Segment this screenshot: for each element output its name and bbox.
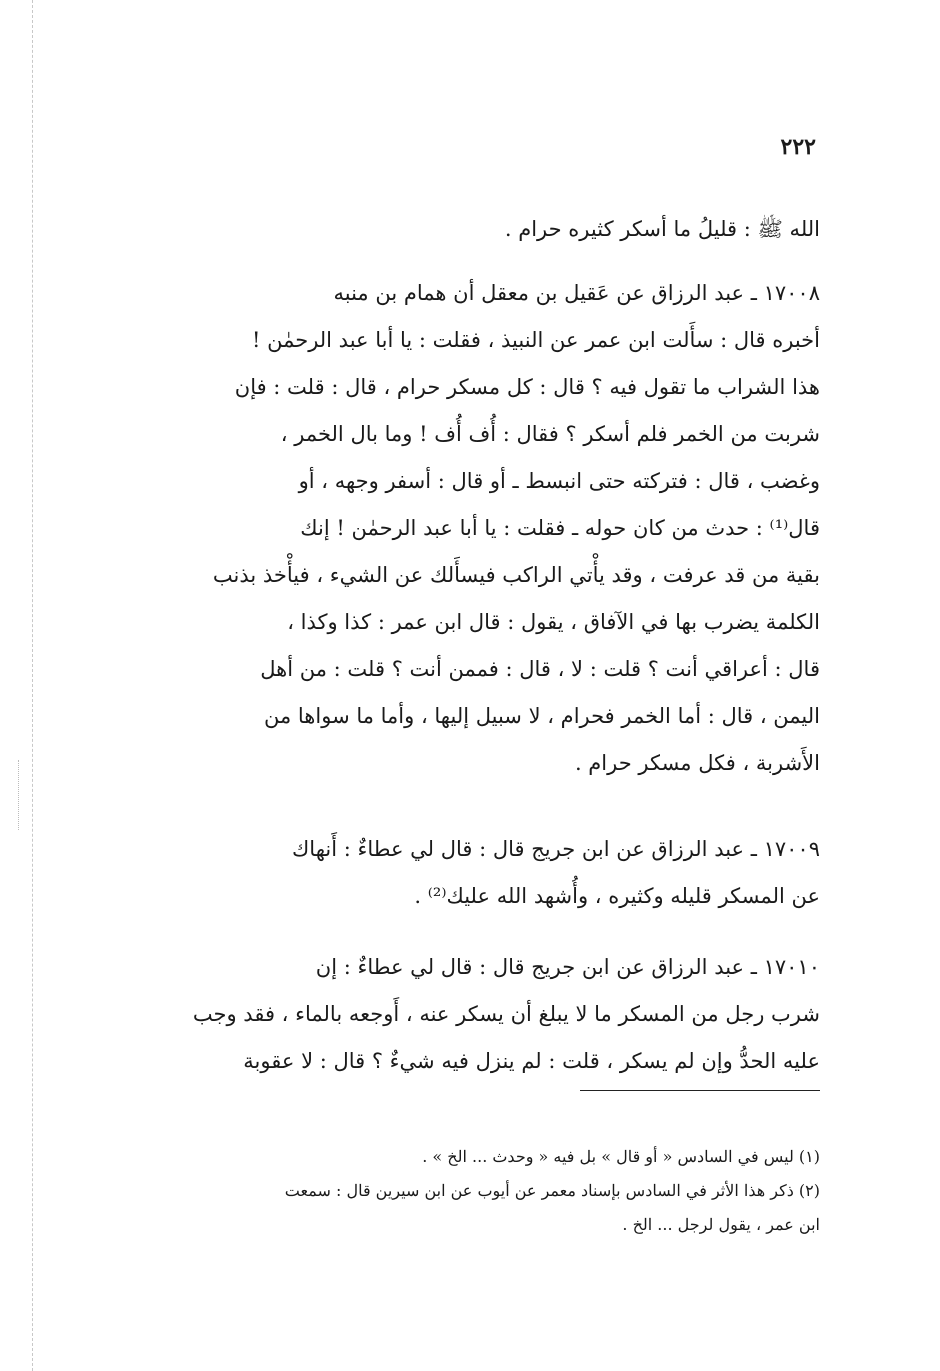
- text-line: الله ﷺ : قليلُ ما أسكر كثيره حرام .: [504, 217, 820, 241]
- text-line: قال : أعراقي أنت ؟ قلت : لا ، قال : فممن أنت ؟ قلت : من أهل: [260, 657, 820, 681]
- text-line: الكلمة يضرب بها في الآفاق ، يقول : قال ابن عمر : كذا وكذا ،: [287, 610, 820, 634]
- footnotes: [136, 1140, 820, 1242]
- text-line: ١٧٠٠٩ ـ عبد الرزاق عن ابن جريج قال : قال لي عطاءٌ : أَنهاك: [291, 837, 820, 861]
- text-line: شربت من الخمر فلم أسكر ؟ فقال : أُف أُف ! وما بال الخمر ،: [280, 422, 820, 446]
- paragraph-continuation: [136, 206, 820, 253]
- text-line: ١٧٠١٠ ـ عبد الرزاق عن ابن جريج قال : قال لي عطاءٌ : إن: [315, 955, 820, 979]
- text-line: بقية من قد عرفت ، وقد يأْتي الراكب فيسأَلك عن الشيء ، فيأْخذ بذنب: [212, 563, 820, 587]
- text-line: الأَشربة ، فكل مسكر حرام .: [574, 751, 820, 775]
- paragraph-17008: [136, 270, 820, 787]
- footnote-2-continued: ابن عمر ، يقول لرجل ... الخ .: [622, 1215, 820, 1234]
- text-line: أخبره قال : سأَلت ابن عمر عن النبيذ ، فقلت : يا أبا عبد الرحمٰن !: [251, 328, 820, 352]
- paragraph-17009: [136, 826, 820, 920]
- footnote-1: (١) ليس في السادس « أو قال » بل فيه « وحدث ... الخ » .: [422, 1147, 820, 1166]
- text-line: عليه الحدُّ وإن لم يسكر ، قلت : لم ينزل فيه شيءٌ ؟ قال : لا عقوبة: [243, 1049, 820, 1073]
- footnote-2: (٢) ذكر هذا الأثر في السادس بإسناد معمر عن أيوب عن ابن سيرين قال : سمعت: [284, 1181, 820, 1200]
- scan-margin-line: [32, 0, 33, 1371]
- text-line: وغضب ، قال : فتركته حتى انبسط ـ أو قال : أسفر وجهه ، أو: [298, 469, 820, 493]
- text-line: اليمن ، قال : أما الخمر فحرام ، لا سبيل إليها ، وأما ما سواها من: [264, 704, 820, 728]
- text-line: عن المسكر قليله وكثيره ، وأُشهد الله عليك⁽²⁾ .: [414, 884, 820, 908]
- text-line: هذا الشراب ما تقول فيه ؟ قال : كل مسكر حرام ، قال : قلت : فإن: [234, 375, 820, 399]
- paragraph-17010: [136, 944, 820, 1085]
- page-number: ٢٢٢: [780, 134, 816, 160]
- footnote-divider: [580, 1090, 820, 1091]
- scan-margin-mark: [18, 760, 21, 830]
- text-line: قال⁽¹⁾ : حدث من كان حوله ـ فقلت : يا أبا عبد الرحمٰن ! إنك: [300, 516, 820, 540]
- text-line: شرب رجل من المسكر ما لا يبلغ أن يسكر عنه ، أَوجعه بالماء ، فقد وجب: [192, 1002, 820, 1026]
- text-line: ١٧٠٠٨ ـ عبد الرزاق عن عَقيل بن معقل أن همام بن منبه: [333, 281, 820, 305]
